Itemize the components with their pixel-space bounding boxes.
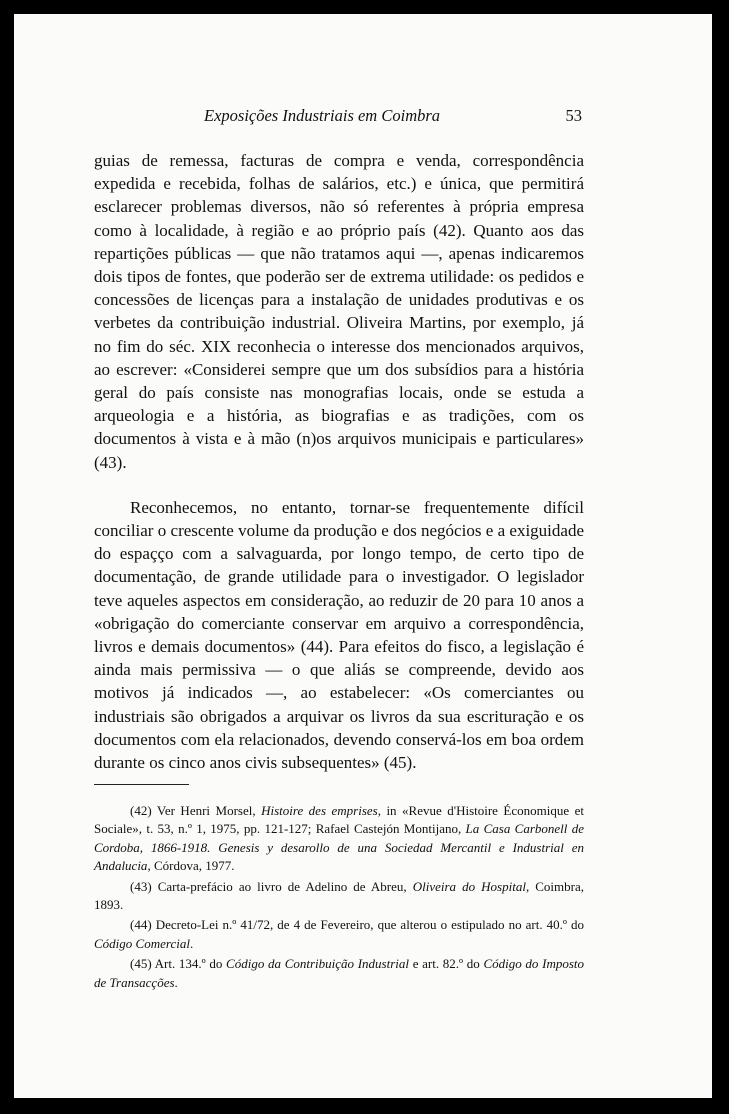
footnote-text: (42) Ver Henri Morsel, xyxy=(130,803,262,818)
footnote-text: . xyxy=(174,974,178,990)
footnote-43 xyxy=(94,878,584,915)
footnote-text: (44) Decreto-Lei n.º 41/72, de 4 de Fevereiro, que alterou o estipulado no art. 40.º do xyxy=(130,917,584,933)
body-text xyxy=(94,149,584,774)
footnote-title: Histoire des emprises xyxy=(261,803,378,818)
footnote-text: , Coimbra, 1893. xyxy=(94,878,584,913)
footnote-text: e art. 82.º do xyxy=(409,956,484,972)
footnote-44 xyxy=(94,916,584,953)
paragraph: Reconhecemos, no entanto, tornar-se frequentemente difícil conciliar o crescente volume da produção e dos negócios e a exiguidade do espaçço com a salvaguarda, por longo tempo, de certo tipo de documentação, de grande utilidade para o investigador. O legislador teve aqueles aspectos em consideração, ao reduzir de 20 para 10 anos a «obrigação do comerciante conservar em arquivo a correspondência, livros e demais documentos» (44). Para efeitos do fisco, a legislação é ainda mais permissiva — o que aliás se compreende, devido aos motivos já indicados —, ao estabelecer: «Os comerciantes ou industriais são obrigados a arquivar os livros da sua escrituração e os documentos com ela relacionados, devendo conservá-los em boa ordem durante os cinco anos civis subsequentes» (45). xyxy=(94,497,584,773)
paragraph: guias de remessa, facturas de compra e venda, correspondência expedida e recebida, folhas de salários, etc.) e única, que permitirá esclarecer problemas diversos, não só referentes à própria empresa como à localidade, à região e ao próprio país (42). Quanto aos das repartições públicas — que não tratamos aqui —, apenas indicaremos dois tipos de fontes, que poderão ser de extrema utilidade: os pedidos e concessões de licenças para a instalação de unidades produtivas e os verbetes da contribuição industrial. Oliveira Martins, por exemplo, já no fim do séc. XIX reconhecia o interesse dos mencionados arquivos, ao escrever: «Considerei sempre que um dos subsídios para a história geral do país consiste nas monografias locais, onde se estuda a arqueologia e a história, as biografias e as tradições, com os documentos à vista e à mão (n)os arquivos municipais e particulares» (43). xyxy=(94,151,584,472)
footnote-title: La Casa Carbonell de Cordoba, 1866-1918. Genesis y desarollo de una Sociedad Mercantil e Industrial en Andalucia xyxy=(94,821,584,874)
footnote-text: , Córdova, 1977. xyxy=(147,858,235,874)
footnote-divider xyxy=(94,784,189,785)
footnote-text: , in «Revue d'Histoire Économique et Sociale», t. 53, n.º 1, 1975, pp. 121-127; Rafael Castejón Montijano, xyxy=(94,803,584,837)
footnote-title: Código Comercial xyxy=(94,935,190,951)
footnote-text: . xyxy=(189,935,194,951)
footnote-42 xyxy=(94,802,584,876)
footnote-text: (45) Art. 134.º do xyxy=(130,956,227,972)
footnote-title: Oliveira do Hospital xyxy=(412,878,526,894)
running-head xyxy=(14,106,712,130)
footnote-title: Código da Contribuição Industrial xyxy=(226,956,410,972)
book-page xyxy=(14,14,712,1098)
page-number: 53 xyxy=(565,106,582,125)
footnote-text: (43) Carta-prefácio ao livro de Adelino de Abreu, xyxy=(130,878,413,894)
footnotes xyxy=(94,802,584,992)
running-title: Exposições Industriais em Coimbra xyxy=(204,106,441,125)
footnote-title: Código do Imposto de Transacções xyxy=(94,956,585,990)
footnote-45 xyxy=(94,955,584,992)
